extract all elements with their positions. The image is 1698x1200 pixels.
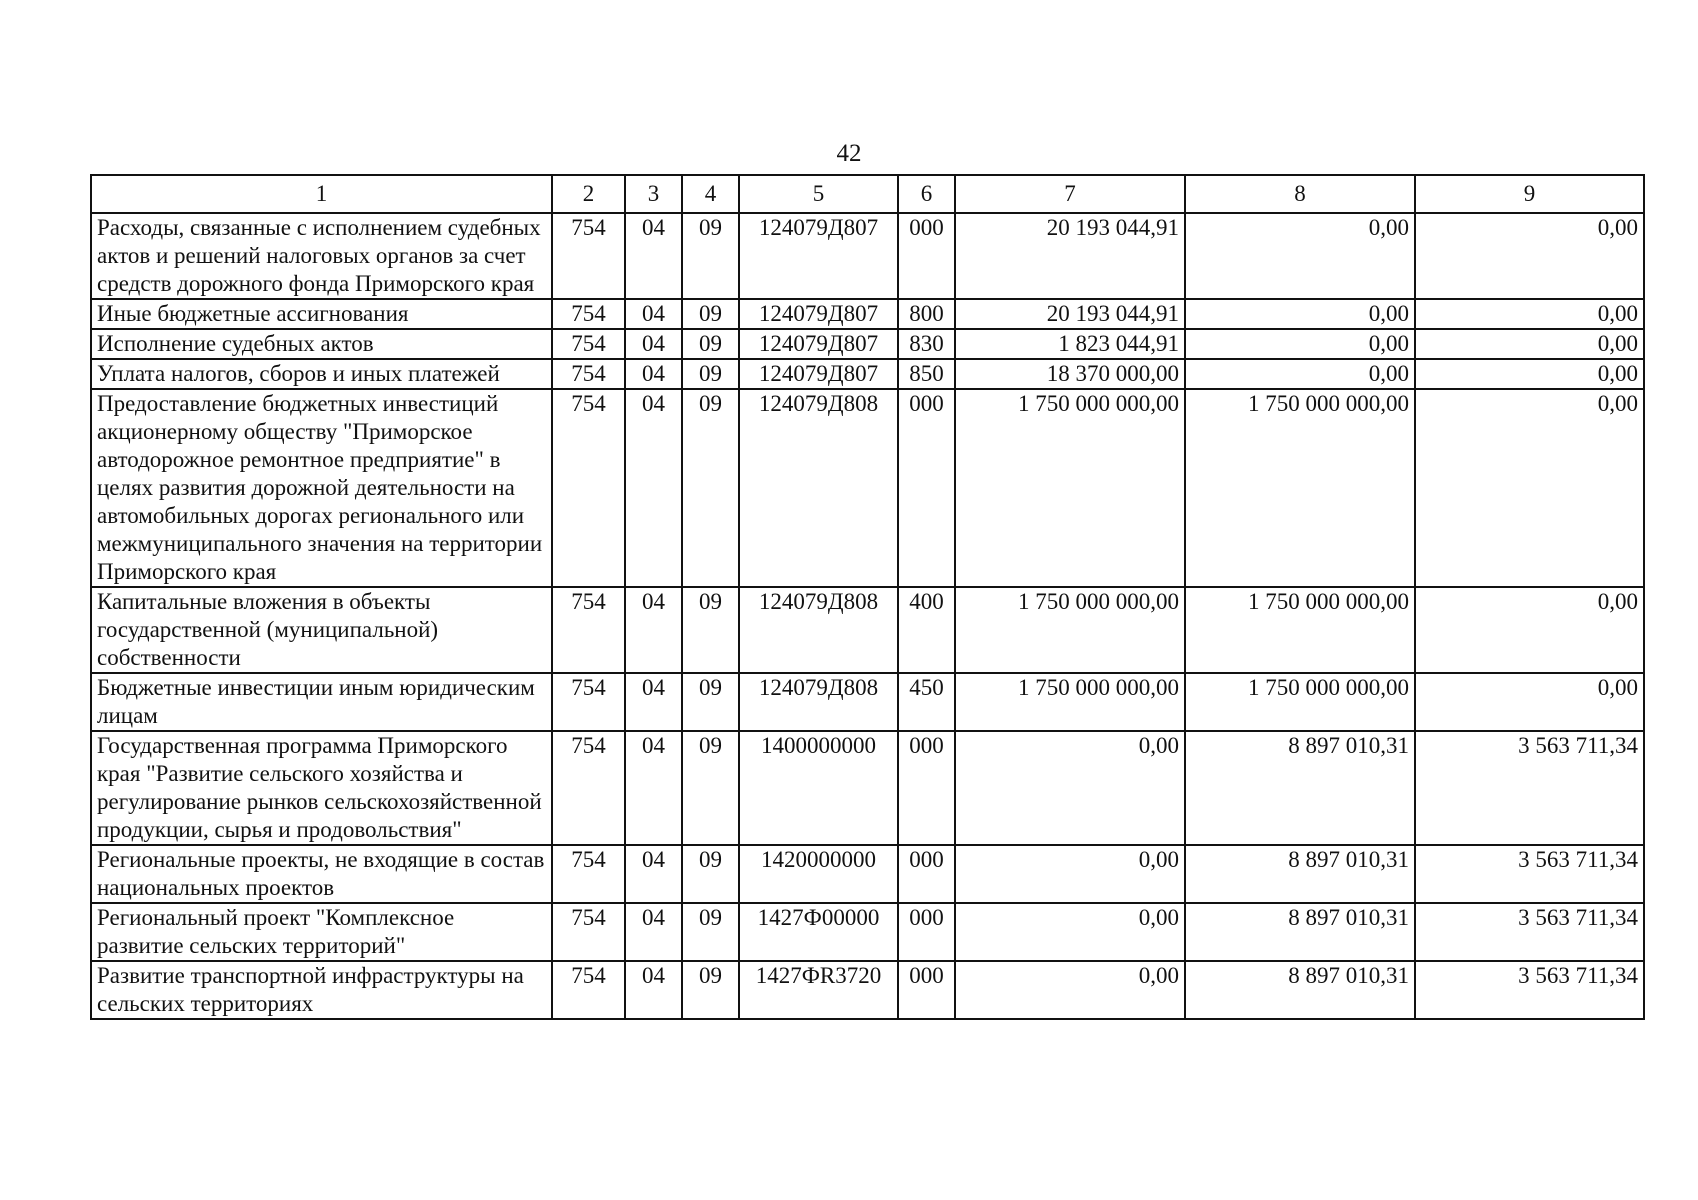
table-row — [91, 299, 1644, 329]
cell-amount-8: 1 750 000 000,00 — [1185, 673, 1415, 731]
cell-subsection: 09 — [682, 731, 739, 845]
row-name: Развитие транспортной инфраструктуры на сельских территориях — [91, 961, 552, 1019]
cell-target: 124079Д808 — [739, 389, 898, 587]
cell-subsection: 09 — [682, 961, 739, 1019]
cell-section: 04 — [625, 329, 682, 359]
cell-amount-9: 0,00 — [1415, 213, 1644, 299]
cell-amount-7: 0,00 — [955, 903, 1185, 961]
cell-expense-type: 800 — [898, 299, 955, 329]
header-row — [91, 175, 1644, 213]
cell-expense-type: 400 — [898, 587, 955, 673]
table-row — [91, 961, 1644, 1019]
cell-target: 124079Д808 — [739, 673, 898, 731]
cell-admin: 754 — [552, 329, 625, 359]
cell-admin: 754 — [552, 731, 625, 845]
col-header-4: 4 — [682, 175, 739, 213]
cell-amount-7: 0,00 — [955, 731, 1185, 845]
cell-expense-type: 450 — [898, 673, 955, 731]
cell-amount-8: 8 897 010,31 — [1185, 961, 1415, 1019]
col-header-2: 2 — [552, 175, 625, 213]
cell-amount-7: 18 370 000,00 — [955, 359, 1185, 389]
cell-subsection: 09 — [682, 845, 739, 903]
cell-amount-8: 8 897 010,31 — [1185, 731, 1415, 845]
table-row — [91, 903, 1644, 961]
cell-target: 1427Ф00000 — [739, 903, 898, 961]
cell-amount-9: 3 563 711,34 — [1415, 961, 1644, 1019]
cell-subsection: 09 — [682, 389, 739, 587]
cell-amount-8: 1 750 000 000,00 — [1185, 587, 1415, 673]
cell-amount-9: 3 563 711,34 — [1415, 731, 1644, 845]
cell-amount-9: 0,00 — [1415, 673, 1644, 731]
cell-admin: 754 — [552, 389, 625, 587]
cell-admin: 754 — [552, 845, 625, 903]
cell-admin: 754 — [552, 299, 625, 329]
cell-expense-type: 000 — [898, 731, 955, 845]
cell-subsection: 09 — [682, 587, 739, 673]
cell-target: 124079Д807 — [739, 359, 898, 389]
table-row — [91, 845, 1644, 903]
cell-amount-8: 0,00 — [1185, 299, 1415, 329]
row-name: Уплата налогов, сборов и иных платежей — [91, 359, 552, 389]
table-row — [91, 329, 1644, 359]
cell-section: 04 — [625, 299, 682, 329]
cell-amount-7: 1 750 000 000,00 — [955, 587, 1185, 673]
cell-target: 124079Д807 — [739, 329, 898, 359]
col-header-9: 9 — [1415, 175, 1644, 213]
cell-admin: 754 — [552, 359, 625, 389]
cell-expense-type: 000 — [898, 389, 955, 587]
cell-subsection: 09 — [682, 299, 739, 329]
cell-amount-7: 20 193 044,91 — [955, 213, 1185, 299]
cell-amount-7: 1 823 044,91 — [955, 329, 1185, 359]
table-row — [91, 673, 1644, 731]
cell-target: 124079Д807 — [739, 299, 898, 329]
cell-section: 04 — [625, 389, 682, 587]
cell-amount-9: 0,00 — [1415, 389, 1644, 587]
cell-amount-9: 0,00 — [1415, 329, 1644, 359]
cell-target: 1400000000 — [739, 731, 898, 845]
row-name: Региональный проект "Комплексное развитие сельских территорий" — [91, 903, 552, 961]
table-row — [91, 731, 1644, 845]
cell-section: 04 — [625, 961, 682, 1019]
col-header-5: 5 — [739, 175, 898, 213]
row-name: Иные бюджетные ассигнования — [91, 299, 552, 329]
row-name: Капитальные вложения в объекты государственной (муниципальной) собственности — [91, 587, 552, 673]
cell-section: 04 — [625, 673, 682, 731]
cell-section: 04 — [625, 213, 682, 299]
cell-admin: 754 — [552, 587, 625, 673]
cell-expense-type: 000 — [898, 213, 955, 299]
col-header-8: 8 — [1185, 175, 1415, 213]
cell-amount-7: 1 750 000 000,00 — [955, 673, 1185, 731]
cell-amount-8: 8 897 010,31 — [1185, 845, 1415, 903]
col-header-7: 7 — [955, 175, 1185, 213]
cell-amount-9: 0,00 — [1415, 587, 1644, 673]
cell-amount-8: 8 897 010,31 — [1185, 903, 1415, 961]
cell-amount-9: 3 563 711,34 — [1415, 845, 1644, 903]
row-name: Бюджетные инвестиции иным юридическим лицам — [91, 673, 552, 731]
cell-expense-type: 000 — [898, 845, 955, 903]
cell-admin: 754 — [552, 673, 625, 731]
table-row — [91, 213, 1644, 299]
cell-amount-7: 1 750 000 000,00 — [955, 389, 1185, 587]
cell-amount-8: 0,00 — [1185, 329, 1415, 359]
cell-expense-type: 000 — [898, 903, 955, 961]
cell-admin: 754 — [552, 903, 625, 961]
cell-amount-9: 0,00 — [1415, 299, 1644, 329]
row-name: Исполнение судебных актов — [91, 329, 552, 359]
table-row — [91, 389, 1644, 587]
cell-target: 124079Д808 — [739, 587, 898, 673]
cell-section: 04 — [625, 903, 682, 961]
cell-amount-8: 0,00 — [1185, 359, 1415, 389]
cell-expense-type: 000 — [898, 961, 955, 1019]
col-header-1: 1 — [91, 175, 552, 213]
cell-amount-8: 1 750 000 000,00 — [1185, 389, 1415, 587]
table-row — [91, 587, 1644, 673]
cell-subsection: 09 — [682, 329, 739, 359]
budget-table — [90, 174, 1645, 1020]
cell-amount-9: 3 563 711,34 — [1415, 903, 1644, 961]
cell-amount-9: 0,00 — [1415, 359, 1644, 389]
cell-expense-type: 830 — [898, 329, 955, 359]
cell-subsection: 09 — [682, 903, 739, 961]
cell-amount-7: 0,00 — [955, 961, 1185, 1019]
cell-amount-8: 0,00 — [1185, 213, 1415, 299]
cell-subsection: 09 — [682, 213, 739, 299]
cell-subsection: 09 — [682, 359, 739, 389]
cell-admin: 754 — [552, 213, 625, 299]
cell-target: 1427ФR3720 — [739, 961, 898, 1019]
cell-section: 04 — [625, 731, 682, 845]
cell-amount-7: 20 193 044,91 — [955, 299, 1185, 329]
col-header-3: 3 — [625, 175, 682, 213]
cell-subsection: 09 — [682, 673, 739, 731]
cell-target: 1420000000 — [739, 845, 898, 903]
cell-admin: 754 — [552, 961, 625, 1019]
cell-section: 04 — [625, 845, 682, 903]
cell-expense-type: 850 — [898, 359, 955, 389]
row-name: Региональные проекты, не входящие в состав национальных проектов — [91, 845, 552, 903]
col-header-6: 6 — [898, 175, 955, 213]
page-number: 42 — [836, 140, 862, 167]
row-name: Государственная программа Приморского края "Развитие сельского хозяйства и регулирование рынков сельскохозяйственной продукции, сырья и продовольствия" — [91, 731, 552, 845]
cell-section: 04 — [625, 359, 682, 389]
cell-section: 04 — [625, 587, 682, 673]
table-row — [91, 359, 1644, 389]
cell-amount-7: 0,00 — [955, 845, 1185, 903]
row-name: Предоставление бюджетных инвестиций акционерному обществу "Приморское автодорожное ремонтное предприятие" в целях развития дорожной деятельности на автомобильных дорогах регионального или межмуниципального значения на территории Приморского края — [91, 389, 552, 587]
row-name: Расходы, связанные с исполнением судебных актов и решений налоговых органов за счет средств дорожного фонда Приморского края — [91, 213, 552, 299]
cell-target: 124079Д807 — [739, 213, 898, 299]
